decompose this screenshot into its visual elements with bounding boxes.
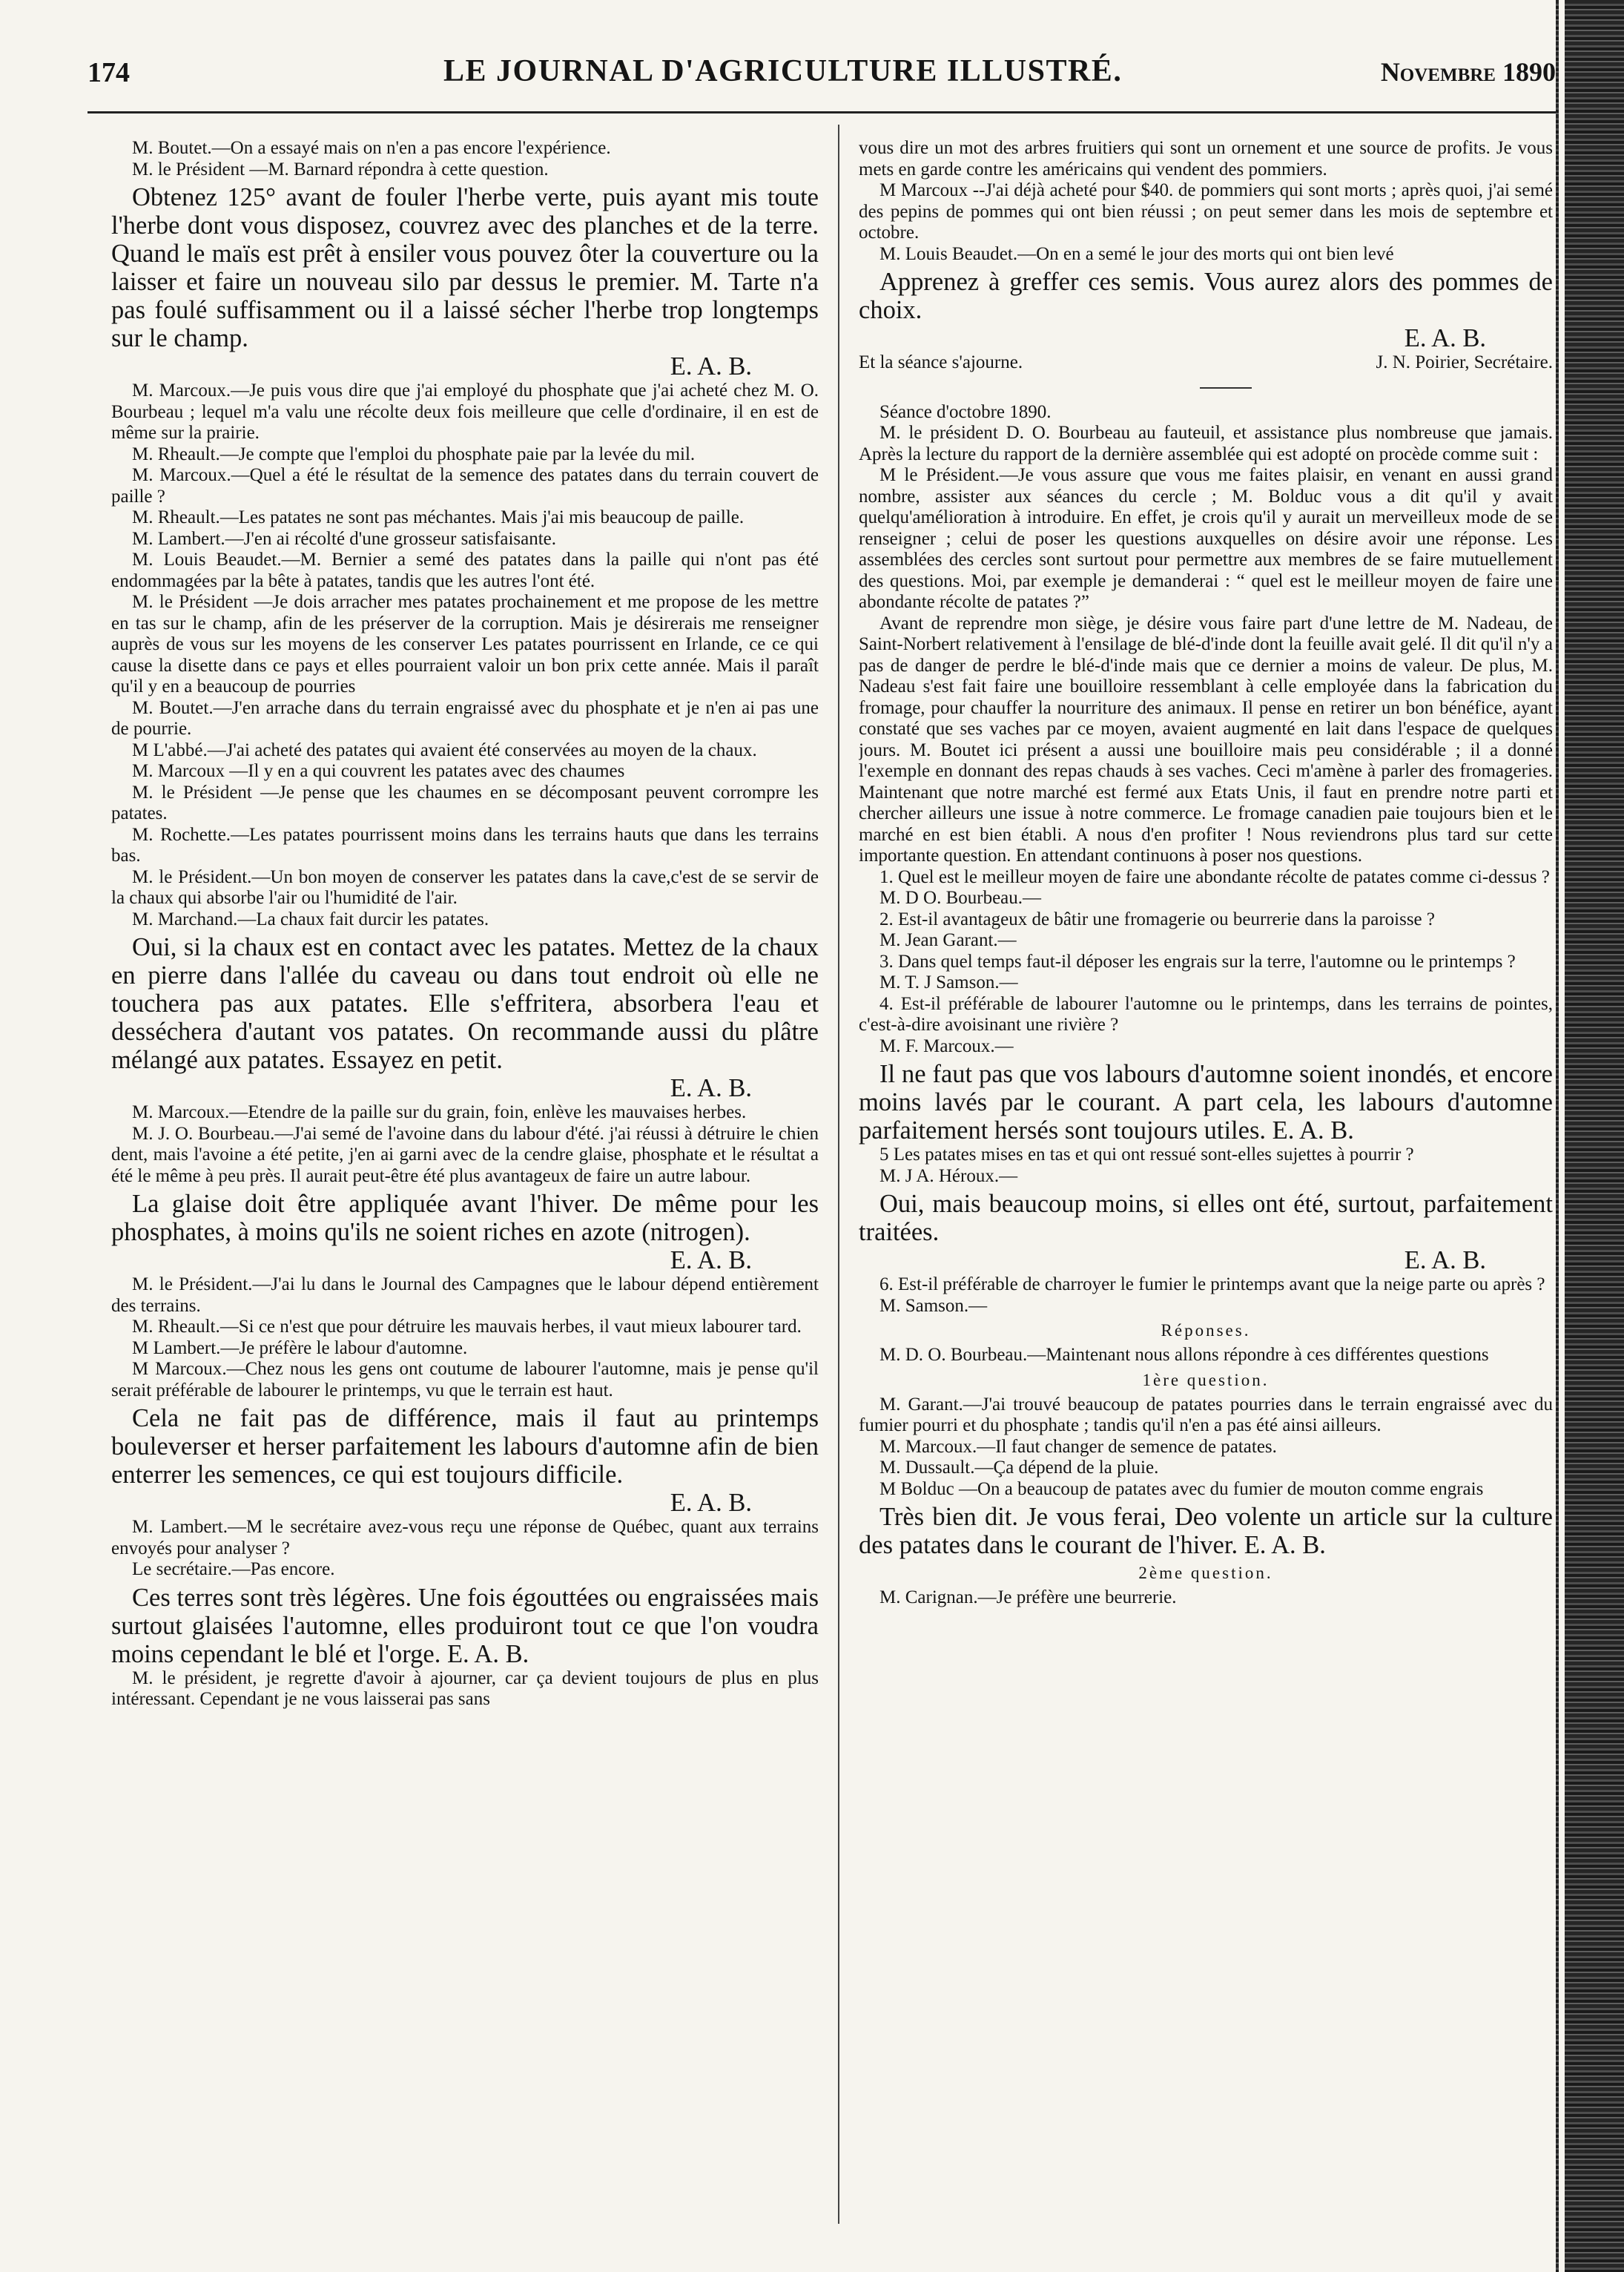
- section-heading: [859, 1371, 1553, 1390]
- paragraph: [859, 930, 1553, 952]
- paragraph: [111, 550, 819, 592]
- paragraph: [859, 1345, 1553, 1366]
- paragraph-text: M. Louis Beaudet.—M. Bernier a semé des patates dans la paille qui n'ont pas été endommagées par la bête à patates, tandis que les autres l'ont été.: [111, 550, 819, 591]
- paragraph-text: 5 Les patates mises en tas et qui ont ressué sont-elles sujettes à pourrir ?: [879, 1145, 1414, 1165]
- editor-reply: [859, 1060, 1553, 1145]
- paragraph-text: vous dire un mot des arbres fruitiers qui sont un ornement et une source de profits. Je vous mets en garde contre les américains qui vendent des pommiers.: [859, 138, 1553, 180]
- paragraph: [859, 1479, 1553, 1501]
- editor-reply: [111, 933, 819, 1102]
- paragraph-text: 1. Quel est le meilleur moyen de faire une abondante récolte de patates comme ci-dessus ?: [879, 866, 1550, 887]
- editor-reply: [111, 183, 819, 381]
- paragraph: [859, 952, 1553, 973]
- paragraph-text: Le secrétaire.—Pas encore.: [132, 1559, 335, 1579]
- paragraph: [111, 1559, 819, 1581]
- journal-title: LE JOURNAL D'AGRICULTURE ILLUSTRÉ.: [443, 54, 1123, 88]
- issue-date: Novembre 1890: [1380, 57, 1556, 87]
- paragraph: [111, 825, 819, 867]
- paragraph-text: M. D O. Bourbeau.—: [879, 888, 1042, 908]
- paragraph: [111, 138, 819, 159]
- paragraph-text: Cela ne fait pas de différence, mais il faut au printemps bouleverser et herser parfaitement les labours d'automne afin de bien enterrer les semences, ce qui est toujours difficile.: [111, 1404, 819, 1489]
- paragraph-text: Oui, si la chaux est en contact avec les patates. Mettez de la chaux en pierre dans l'allée du caveau ou dans tout endroit où elle ne touchera pas aux patates. Elle s'effritera, absorbera l'eau et desséchera d'autant vos patates. On recommande aussi du plâtre mélangé aux patates. Essayez en petit.: [111, 933, 819, 1074]
- right-column: [859, 138, 1553, 2252]
- paragraph-text: M. le président, je regrette d'avoir à ajourner, car ça devient toujours de plus en plus intéressant. Cependant je ne vous laisserai pas sans: [111, 1667, 819, 1709]
- paragraph: [111, 444, 819, 466]
- signature: E. A. B.: [670, 1489, 752, 1517]
- editor-reply: [111, 1404, 819, 1517]
- paragraph: [111, 698, 819, 740]
- paragraph: [859, 972, 1553, 994]
- paragraph: [859, 138, 1553, 180]
- paragraph: [859, 402, 1553, 424]
- paragraph: [859, 1296, 1553, 1317]
- paragraph-text: 2. Est-il avantageux de bâtir une fromagerie ou beurrerie dans la paroisse ?: [879, 909, 1435, 929]
- paragraph: [859, 244, 1553, 266]
- paragraph: [111, 465, 819, 507]
- paragraph: [111, 761, 819, 783]
- editor-reply: [111, 1584, 819, 1668]
- section-heading: [859, 1564, 1553, 1583]
- paragraph-text: M. le président D. O. Bourbeau au fauteuil, et assistance plus nombreuse que jamais. Après la lecture du rapport de la dernière assemblée qui est adopté on procède comme suit :: [859, 423, 1553, 464]
- paragraph-text: M. Marchand.—La chaux fait durcir les patates.: [132, 909, 489, 929]
- paragraph-text: M. Marcoux.—Etendre de la paille sur du grain, foin, enlève les mauvaises herbes.: [132, 1102, 747, 1122]
- paragraph: [859, 888, 1553, 909]
- paragraph: [859, 909, 1553, 931]
- paragraph-text: Séance d'octobre 1890.: [879, 401, 1052, 422]
- signature: E. A. B.: [1404, 1246, 1486, 1274]
- paragraph-text: M. J A. Héroux.—: [879, 1165, 1018, 1186]
- paragraph: [111, 1517, 819, 1559]
- paragraph-text: Avant de reprendre mon siège, je désire vous faire part d'une lettre de M. Nadeau, de Saint-Norbert relativement à l'ensilage de blé-d'inde dont la feuille avait gelé. Il dit qu'il n'y a pas de danger de perdre le blé-d'inde mais que ce dernier a moins de valeur. De plus, M. Nadeau s'est fait faire une bouilloire ressemblant à celle employée dans la fabrication du fromage, pour chauffer la nourriture des animaux. Il pense en retirer un bon bénéfice, ayant constaté que ses vaches par ce moyen, avaient augmenté en lait dans l'espace de quelques jours. M. Boutet ici présent a aussi une bouilloire mais peu considérable ; il a donné l'exemple en donnant des repas chauds à ses vaches. Ceci m'amène à parler des fromageries. Maintenant que notre marché est fermé aux Etats Unis, il faut en prendre notre parti et chercher ailleurs une issue à notre commerce. Le fromage canadien paie toujours bien et le marché en est bien établi. A nous d'en profiter ! Nous reviendrons plus tard sur cette importante question. En attendant continuons à poser nos questions.: [859, 613, 1553, 866]
- paragraph-text: M. Garant.—J'ai trouvé beaucoup de patates pourries dans le terrain engraissé avec du fumier pourri et du phosphate ; tandis qu'il n'en a pas été ainsi ailleurs.: [859, 1394, 1553, 1435]
- paragraph: [111, 381, 819, 444]
- paragraph-text: M. le Président.—J'ai lu dans le Journal des Campagnes que le labour dépend entièrement des terrains.: [111, 1274, 819, 1316]
- paragraph: [111, 592, 819, 698]
- paragraph-text: M. le Président —Je dois arracher mes patates prochainement et me propose de les mettre en tas sur le champ, afin de les préserver de la corruption. Mais je désirerais me renseigner auprès de vous sur les moyens de les conserver Les patates pourrissent en Irlande, ce ce qui cause la disette dans ce pays et elles pourraient valoir un bon prix cette année. Mais il paraît qu'il y en a beaucoup de pourries: [111, 592, 819, 697]
- paragraph: [859, 180, 1553, 244]
- paragraph-text: 4. Est-il préférable de labourer l'automne ou le printemps, dans les terrains de pointes, c'est-à-dire avoisinant une rivière ?: [859, 993, 1553, 1035]
- signature: E. A. B.: [1404, 324, 1486, 352]
- paragraph: [111, 1359, 819, 1401]
- paragraph-text: M. Boutet.—On a essayé mais on n'en a pas encore l'expérience.: [132, 138, 611, 158]
- header-rule: [88, 111, 1556, 113]
- paragraph: [111, 740, 819, 762]
- paragraph: [111, 867, 819, 909]
- paragraph-text: 6. Est-il préférable de charroyer le fumier le printemps avant que la neige parte ou après ?: [879, 1274, 1545, 1294]
- paragraph-text: M L'abbé.—J'ai acheté des patates qui avaient été conservées au moyen de la chaux.: [132, 740, 757, 760]
- paragraph: [111, 507, 819, 529]
- paragraph-text: M. le Président.—Un bon moyen de conserver les patates dans la cave,c'est de se servir de la chaux qui absorbe l'air ou l'humidité de l'air.: [111, 866, 819, 908]
- paragraph: [111, 1338, 819, 1360]
- paragraph: [111, 909, 819, 931]
- paragraph: [859, 1437, 1553, 1458]
- paragraph: [859, 1395, 1553, 1437]
- editor-reply: [859, 268, 1553, 352]
- paragraph-text: Très bien dit. Je vous ferai, Deo volente un article sur la culture des patates dans le courant de l'hiver. E. A. B.: [859, 1503, 1553, 1559]
- paragraph: [859, 867, 1553, 889]
- paragraph-text: M. Marcoux —Il y en a qui couvrent les patates avec des chaumes: [132, 761, 625, 781]
- paragraph: [859, 1587, 1553, 1609]
- paragraph-text: M Marcoux --J'ai déjà acheté pour $40. de pommiers qui sont morts ; après quoi, j'ai semé des pepins de pommes qui ont bien réussi ; on peut semer dans les mois de septembre et octobre.: [859, 180, 1553, 243]
- section-heading: [859, 1321, 1553, 1340]
- editor-reply: [859, 1503, 1553, 1559]
- paragraph-text: M Bolduc —On a beaucoup de patates avec du fumier de mouton comme engrais: [879, 1478, 1484, 1499]
- paragraph: [859, 1036, 1553, 1058]
- paragraph-text: Réponses.: [1161, 1321, 1251, 1340]
- paragraph-text: M. Rheault.—Si ce n'est que pour détruire les mauvais herbes, il vaut mieux labourer tard.: [132, 1317, 802, 1337]
- section-rule: [1200, 387, 1252, 389]
- paragraph-text: M. Boutet.—J'en arrache dans du terrain engraissé avec du phosphate et je n'en ai pas une de pourrie.: [111, 697, 819, 739]
- paragraph: [859, 994, 1553, 1036]
- paragraph: [111, 159, 819, 181]
- paragraph-text: M. F. Marcoux.—: [879, 1035, 1014, 1056]
- paragraph-text: M. J. O. Bourbeau.—J'ai semé de l'avoine dans du labour d'été. j'ai réussi à détruire le chien dent, mais l'avoine a été petite, j'en ai garni avec de la cendre glaise, phosphate et le résultat a été le même à peu près. Il aurait peut-être été plus avantageux de faire un autre labour.: [111, 1123, 819, 1186]
- paragraph-text: M. Marcoux.—Je puis vous dire que j'ai employé du phosphate que j'ai acheté chez M. O. Bourbeau ; lequel m'a valu une récolte deux fois meilleure que celle d'ordinaire, il en est de même sur la prairie.: [111, 381, 819, 443]
- left-column: [111, 138, 819, 2252]
- paragraph: [859, 423, 1553, 465]
- paragraph: [859, 1458, 1553, 1479]
- paragraph-text: M. Marcoux.—Quel a été le résultat de la semence des patates dans du terrain couvert de paille ?: [111, 465, 819, 507]
- page-header: [88, 46, 1556, 98]
- paragraph-text: M. Rheault.—Je compte que l'emploi du phosphate paie par la levée du mil.: [132, 444, 696, 464]
- paragraph: [859, 465, 1553, 613]
- paragraph-text: M. Samson.—: [879, 1295, 988, 1316]
- editor-reply: [859, 1190, 1553, 1274]
- closing-text: J. N. Poirier, Secrétaire.: [1376, 352, 1553, 372]
- closing-line: [859, 352, 1553, 374]
- paragraph: [111, 529, 819, 550]
- paragraph-text: Obtenez 125° avant de fouler l'herbe verte, puis ayant mis toute l'herbe dont vous disposez, couvrez avec des planches et de la terre. Quand le maïs est prêt à ensiler vous pouvez ôter la couverture ou la laisser et faire un nouveau silo par dessus le premier. M. Tarte n'a pas foulé suffisamment ou il a laissé sécher l'herbe trop longtemps sur le champ.: [111, 183, 819, 352]
- paragraph-text: M. le Président —Je pense que les chaumes en se décomposant peuvent corrompre les patates.: [111, 782, 819, 823]
- paragraph: [111, 1124, 819, 1188]
- paragraph: [111, 1668, 819, 1710]
- paragraph-text: M Marcoux.—Chez nous les gens ont coutume de labourer l'automne, mais je pense qu'il serait préférable de labourer le printemps, vu que le terrain est haut.: [111, 1359, 819, 1400]
- paragraph-text: M. Rheault.—Les patates ne sont pas méchantes. Mais j'ai mis beaucoup de paille.: [132, 507, 745, 527]
- paragraph-text: M. Rochette.—Les patates pourrissent moins dans les terrains hauts que dans les terrains bas.: [111, 824, 819, 866]
- paragraph-text: 2ème question.: [1138, 1564, 1273, 1582]
- paragraph-text: M. Louis Beaudet.—On en a semé le jour des morts qui ont bien levé: [879, 243, 1394, 264]
- paragraph-text: La glaise doit être appliquée avant l'hiver. De même pour les phosphates, à moins qu'ils ne soient riches en azote (nitrogen).: [111, 1190, 819, 1246]
- paragraph: [859, 1145, 1553, 1166]
- paragraph-text: M. Carignan.—Je préfère une beurrerie.: [879, 1587, 1177, 1607]
- paragraph: [111, 783, 819, 825]
- paragraph-text: M. Lambert.—J'en ai récolté d'une grosseur satisfaisante.: [132, 528, 557, 549]
- paragraph-text: M. Lambert.—M le secrétaire avez-vous reçu une réponse de Québec, quant aux terrains envoyés pour analyser ?: [111, 1517, 819, 1558]
- paragraph-text: M. Marcoux.—Il faut changer de semence de patates.: [879, 1436, 1277, 1457]
- paragraph-text: M. D. O. Bourbeau.—Maintenant nous allons répondre à ces différentes questions: [879, 1345, 1489, 1365]
- paragraph-text: 1ère question.: [1142, 1370, 1270, 1389]
- paragraph: [859, 613, 1553, 867]
- paragraph-text: Oui, mais beaucoup moins, si elles ont été, surtout, parfaitement traitées.: [859, 1190, 1553, 1246]
- paragraph-text: Il ne faut pas que vos labours d'automne soient inondés, et encore moins lavés par le courant. A part cela, les labours d'automne parfaitement hersés sont toujours utiles. E. A. B.: [859, 1060, 1553, 1145]
- signature: E. A. B.: [670, 1246, 752, 1274]
- signature: E. A. B.: [670, 1074, 752, 1102]
- column-divider: [838, 125, 839, 2224]
- paragraph: [111, 1274, 819, 1317]
- signature: E. A. B.: [670, 352, 752, 381]
- paragraph-text: M le Président.—Je vous assure que vous me faites plaisir, en venant en aussi grand nombre, assister aux séances du cercle ; M. Bolduc vous a dit qu'il y avait quelqu'amélioration à introduire. En effet, je crois qu'il y aurait un merveilleux mode de se renseigner ; celui de poser les questions auxquelles on désire avoir une réponse. Les assemblées des cercles sont surtout pour permettre aux membres de se faire mutuellement des questions. Moi, par exemple je demanderai : “ quel est le meilleur moyen de faire une abondante récolte de patates ?”: [859, 465, 1553, 612]
- paragraph: [859, 1166, 1553, 1188]
- paragraph-text: Apprenez à greffer ces semis. Vous aurez alors des pommes de choix.: [859, 268, 1553, 324]
- paragraph-text: M. le Président —M. Barnard répondra à cette question.: [132, 159, 549, 180]
- page-number: 174: [88, 57, 130, 88]
- paragraph: [111, 1102, 819, 1124]
- paragraph-text: M Lambert.—Je préfère le labour d'automne.: [132, 1337, 468, 1358]
- scan-edge: [1556, 0, 1624, 2272]
- paragraph-text: M. Dussault.—Ça dépend de la pluie.: [879, 1458, 1159, 1478]
- paragraph: [111, 1317, 819, 1338]
- closing-text: Et la séance s'ajourne.: [859, 352, 1023, 372]
- paragraph-text: 3. Dans quel temps faut-il déposer les engrais sur la terre, l'automne ou le printemps ?: [879, 951, 1516, 972]
- editor-reply: [111, 1190, 819, 1274]
- paragraph-text: M. Jean Garant.—: [879, 930, 1017, 950]
- paragraph-text: M. T. J Samson.—: [879, 972, 1018, 992]
- paragraph: [859, 1274, 1553, 1296]
- paragraph-text: Ces terres sont très légères. Une fois égouttées ou engraissées mais surtout glaisées l'automne, elles produiront tout ce que l'on voudra moins cependant le blé et l'orge. E. A. B.: [111, 1583, 819, 1668]
